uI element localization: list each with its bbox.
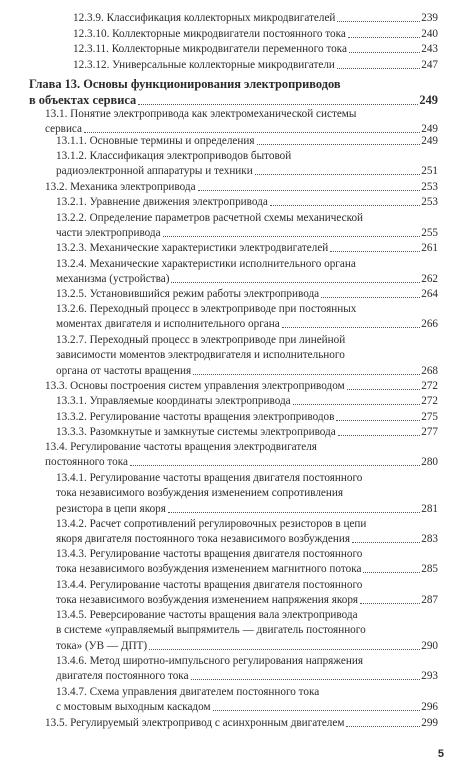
toc-dot-leader xyxy=(349,52,420,53)
toc-line xyxy=(56,517,438,531)
toc-entry-title: 13.2.3. Механические характеристики электродвигателей xyxy=(56,242,329,254)
toc-dot-leader xyxy=(352,542,420,543)
toc-line xyxy=(56,532,438,546)
toc-dot-leader xyxy=(255,174,420,175)
toc-line xyxy=(73,27,438,41)
toc-entry-title: 13.4.6. Метод широтно-импульсного регулирования напряжения xyxy=(56,655,363,667)
toc-page-number: 255 xyxy=(421,227,438,239)
toc-entry-title: 12.3.11. Коллекторные микродвигатели переменного тока xyxy=(73,43,347,55)
toc-entry-title: механизма (устройства) xyxy=(56,273,170,285)
toc-entry-title: 13.4.2. Расчет сопротивлений регулировочных резисторов в цепи xyxy=(56,518,367,530)
toc-line xyxy=(56,639,438,653)
toc-line xyxy=(29,93,438,108)
toc-entry-title: 13.4. Регулирование частоты вращения электродвигателя xyxy=(45,441,317,453)
toc-dot-leader xyxy=(347,389,421,390)
toc-entry-title: двигателя постоянного тока xyxy=(56,670,189,682)
toc-entry-title: тока» (УВ — ДПТ) xyxy=(56,640,148,652)
toc-entry-title: 13.2.5. Установившийся режим работы электропривода xyxy=(56,288,320,300)
toc-dot-leader xyxy=(270,205,420,206)
toc-entry-title: 13.4.7. Схема управления двигателем постоянного тока xyxy=(56,686,320,698)
toc-line xyxy=(56,287,438,301)
toc-line xyxy=(56,608,438,622)
toc-line xyxy=(56,471,438,485)
toc-page-number: 281 xyxy=(421,503,438,515)
toc-dot-leader xyxy=(338,435,421,436)
toc-line xyxy=(56,195,438,209)
toc-entry-title: якоря двигателя постоянного тока независимого возбуждения xyxy=(56,533,350,545)
toc-dot-leader xyxy=(337,68,420,69)
toc-entry-title: 13.1.1. Основные термины и определения xyxy=(56,135,255,147)
toc-line xyxy=(56,317,438,331)
toc-line xyxy=(45,180,438,194)
toc-dot-leader xyxy=(213,710,421,711)
toc-line xyxy=(56,685,438,699)
toc-entry-title: 13.3.2. Регулирование частоты вращения электроприводов xyxy=(56,411,335,423)
toc-entry-title: резистора в цепи якоря xyxy=(56,503,166,515)
toc-dot-leader xyxy=(149,649,420,650)
toc-page-number: 249 xyxy=(421,135,438,147)
toc-line xyxy=(45,716,438,730)
toc-entry-title: тока независимого возбуждения изменением магнитного потока xyxy=(56,563,362,575)
toc-dot-leader xyxy=(84,132,420,133)
toc-line xyxy=(56,272,438,286)
toc-entry-title: 13.4.4. Регулирование частоты вращения двигателя постоянного xyxy=(56,579,363,591)
toc-line xyxy=(73,58,438,72)
toc-line xyxy=(56,486,438,500)
toc-page-number: 262 xyxy=(421,273,438,285)
toc-line xyxy=(56,623,438,637)
toc-page-number: 261 xyxy=(421,242,438,254)
toc-page-number: 249 xyxy=(421,123,438,135)
toc-entry-title: сервиса xyxy=(45,123,82,135)
toc-entry-title: органа от частоты вращения xyxy=(56,365,192,377)
toc-page-number: 275 xyxy=(421,411,438,423)
toc-page-number: 266 xyxy=(421,318,438,330)
toc-dot-leader xyxy=(193,374,420,375)
page-number: 5 xyxy=(437,748,444,760)
toc-dot-leader xyxy=(348,37,420,38)
toc-page-number: 272 xyxy=(421,380,438,392)
toc-line xyxy=(56,547,438,561)
toc-entry-title: 13.2.2. Определение параметров расчетной схемы механической xyxy=(56,212,364,224)
toc-entry-title: зависимости моментов электродвигателя и исполнительного xyxy=(56,349,345,361)
toc-line xyxy=(56,410,438,424)
toc-line xyxy=(56,333,438,347)
toc-line xyxy=(56,394,438,408)
toc-dot-leader xyxy=(336,420,420,421)
toc-page-number: 253 xyxy=(421,181,438,193)
toc-page-number: 264 xyxy=(421,288,438,300)
toc-line xyxy=(56,241,438,255)
toc-entry-title: 12.3.9. Классификация коллекторных микродвигателей xyxy=(73,12,336,24)
toc-line xyxy=(56,425,438,439)
toc-dot-leader xyxy=(163,236,421,237)
toc-page-number: 253 xyxy=(421,196,438,208)
toc-dot-leader xyxy=(293,404,421,405)
toc-page-number: 283 xyxy=(421,533,438,545)
toc-line xyxy=(56,578,438,592)
toc-page-number: 251 xyxy=(421,165,438,177)
toc-entry-title: постоянного тока xyxy=(45,456,128,468)
toc-dot-leader xyxy=(138,104,418,105)
toc-entry-title: в системе «управляемый выпрямитель — двигатель постоянного xyxy=(56,624,366,636)
toc-line xyxy=(56,302,438,316)
toc-dot-leader xyxy=(346,726,420,727)
toc-entry-title: 13.3.3. Разомкнутые и замкнутые системы электропривода xyxy=(56,426,336,438)
toc-line xyxy=(45,440,438,454)
toc-line xyxy=(56,134,438,148)
toc-page-number: 293 xyxy=(421,670,438,682)
toc-page-number: 240 xyxy=(421,28,438,40)
toc-entry-title: 13.3.1. Управляемые координаты электропривода xyxy=(56,395,291,407)
toc-line xyxy=(56,364,438,378)
toc-entry-title: тока независимого возбуждения изменением сопротивления xyxy=(56,487,343,499)
toc-line xyxy=(45,455,438,469)
toc-entry-title: моментах двигателя и исполнительного органа xyxy=(56,318,280,330)
toc-page-number: 243 xyxy=(421,43,438,55)
toc-dot-leader xyxy=(337,21,420,22)
toc-entry-title: радиоэлектронной аппаратуры и техники xyxy=(56,165,253,177)
toc-page-number: 296 xyxy=(421,701,438,713)
toc-page-number: 285 xyxy=(421,563,438,575)
toc-dot-leader xyxy=(321,297,420,298)
toc-line xyxy=(56,562,438,576)
toc-entry-title: 13.5. Регулируемый электропривод с асинхронным двигателем xyxy=(45,717,345,729)
toc-dot-leader xyxy=(330,251,420,252)
toc-page-number: 290 xyxy=(421,640,438,652)
toc-line xyxy=(56,164,438,178)
toc-entry-title: тока независимого возбуждения изменением напряжения якоря xyxy=(56,594,359,606)
toc-entry-title: 13.2.7. Переходный процесс в электроприводе при линейной xyxy=(56,334,346,346)
toc-dot-leader xyxy=(168,512,420,513)
toc-page-number: 299 xyxy=(421,717,438,729)
toc-line xyxy=(56,700,438,714)
toc-entry-title: 13.4.1. Регулирование частоты вращения двигателя постоянного xyxy=(56,472,363,484)
toc-entry-title: с мостовым выходным каскадом xyxy=(56,701,211,713)
toc-dot-leader xyxy=(191,679,421,680)
toc-line xyxy=(56,593,438,607)
toc-line xyxy=(29,77,438,92)
toc-entry-title: 13.2.6. Переходный процесс в электроприводе при постоянных xyxy=(56,303,357,315)
toc-line xyxy=(45,107,438,121)
toc-line xyxy=(45,379,438,393)
toc-entry-title: 13.2. Механика электропривода xyxy=(45,181,196,193)
toc-entry-title: 13.4.3. Регулирование частоты вращения двигателя постоянного xyxy=(56,548,363,560)
toc-line xyxy=(56,226,438,240)
toc-page-number: 272 xyxy=(421,395,438,407)
toc-page-number: 277 xyxy=(421,426,438,438)
toc-line xyxy=(73,42,438,56)
toc-dot-leader xyxy=(130,465,420,466)
toc-entry-title: 13.2.1. Уравнение движения электропривода xyxy=(56,196,268,208)
toc-page-number: 247 xyxy=(421,59,438,71)
toc-entry-title: 13.2.4. Механические характеристики исполнительного органа xyxy=(56,258,356,270)
toc-line xyxy=(56,669,438,683)
toc-entry-title: 13.4.5. Реверсирование частоты вращения вала электропривода xyxy=(56,609,358,621)
toc-entry-title: Глава 13. Основы функционирования электроприводов xyxy=(29,77,341,91)
toc-entry-title: 12.3.12. Универсальные коллекторные микродвигатели xyxy=(73,59,335,71)
toc-page-number: 268 xyxy=(421,365,438,377)
toc-entry-title: 13.1. Понятие электропривода как электромеханической системы xyxy=(45,108,357,120)
toc-entry-title: в объектах сервиса xyxy=(29,93,137,107)
toc-dot-leader xyxy=(171,282,420,283)
toc-dot-leader xyxy=(282,327,420,328)
toc-line xyxy=(56,149,438,163)
toc-entry-title: части электропривода xyxy=(56,227,161,239)
toc-line xyxy=(56,654,438,668)
toc-entry-title: 12.3.10. Коллекторные микродвигатели постоянного тока xyxy=(73,28,346,40)
toc-line xyxy=(73,11,438,25)
toc-page-number: 280 xyxy=(421,456,438,468)
toc-page-number: 249 xyxy=(419,93,438,107)
toc-page-number: 239 xyxy=(421,12,438,24)
toc-line xyxy=(56,257,438,271)
toc-page-number: 287 xyxy=(421,594,438,606)
toc-line xyxy=(56,211,438,225)
toc-line xyxy=(56,502,438,516)
toc-line xyxy=(56,348,438,362)
toc-dot-leader xyxy=(363,572,420,573)
toc-dot-leader xyxy=(257,144,421,145)
toc-dot-leader xyxy=(198,190,421,191)
toc-entry-title: 13.3. Основы построения систем управления электроприводом xyxy=(45,380,345,392)
toc-dot-leader xyxy=(360,603,420,604)
toc-entry-title: 13.1.2. Классификация электроприводов бытовой xyxy=(56,150,292,162)
